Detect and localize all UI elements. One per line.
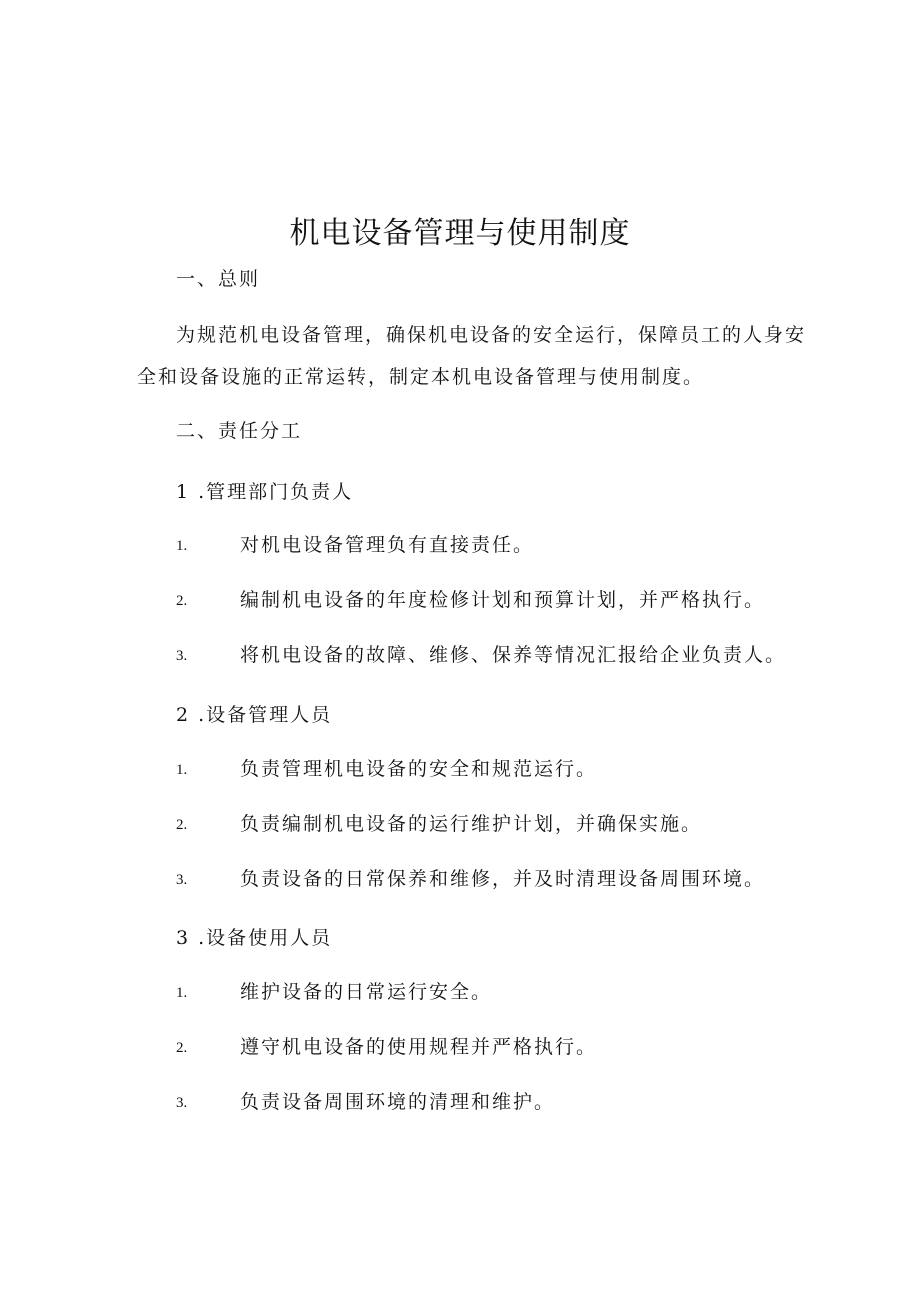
group-heading-equipment-users: 3 .设备使用人员: [176, 927, 333, 949]
section-heading-general: 一、总则: [176, 268, 261, 290]
section-heading-responsibilities: 二、责任分工: [176, 420, 303, 442]
list-item: 遵守机电设备的使用规程并严格执行。: [240, 1036, 598, 1058]
document-title: 机电设备管理与使用制度: [289, 216, 631, 251]
list-item: 负责设备周围环境的清理和维护。: [240, 1091, 556, 1113]
list-item-number: 3.: [176, 872, 188, 888]
list-item: 负责编制机电设备的运行维护计划，并确保实施。: [240, 813, 703, 835]
list-item-number: 2.: [176, 817, 188, 833]
paragraph-line-2: 全和设备设施的正常运转，制定本机电设备管理与使用制度。: [137, 366, 705, 388]
list-item-number: 1.: [176, 985, 188, 1001]
list-item-number: 1.: [176, 762, 188, 778]
list-item-number: 2.: [176, 593, 188, 609]
list-item-number: 3.: [176, 648, 188, 664]
list-item: 维护设备的日常运行安全。: [240, 981, 493, 1003]
list-item: 将机电设备的故障、维修、保养等情况汇报给企业负责人。: [240, 644, 787, 666]
list-item: 编制机电设备的年度检修计划和预算计划，并严格执行。: [240, 589, 766, 611]
list-item: 对机电设备管理负有直接责任。: [240, 534, 535, 556]
group-heading-department-head: 1 .管理部门负责人: [176, 481, 354, 503]
group-heading-equipment-managers: 2 .设备管理人员: [176, 704, 333, 726]
paragraph-line-1: 为规范机电设备管理，确保机电设备的安全运行，保障员工的人身安: [176, 324, 807, 346]
list-item: 负责管理机电设备的安全和规范运行。: [240, 758, 598, 780]
list-item-number: 3.: [176, 1095, 188, 1111]
list-item-number: 1.: [176, 538, 188, 554]
list-item-number: 2.: [176, 1040, 188, 1056]
list-item: 负责设备的日常保养和维修，并及时清理设备周围环境。: [240, 868, 766, 890]
